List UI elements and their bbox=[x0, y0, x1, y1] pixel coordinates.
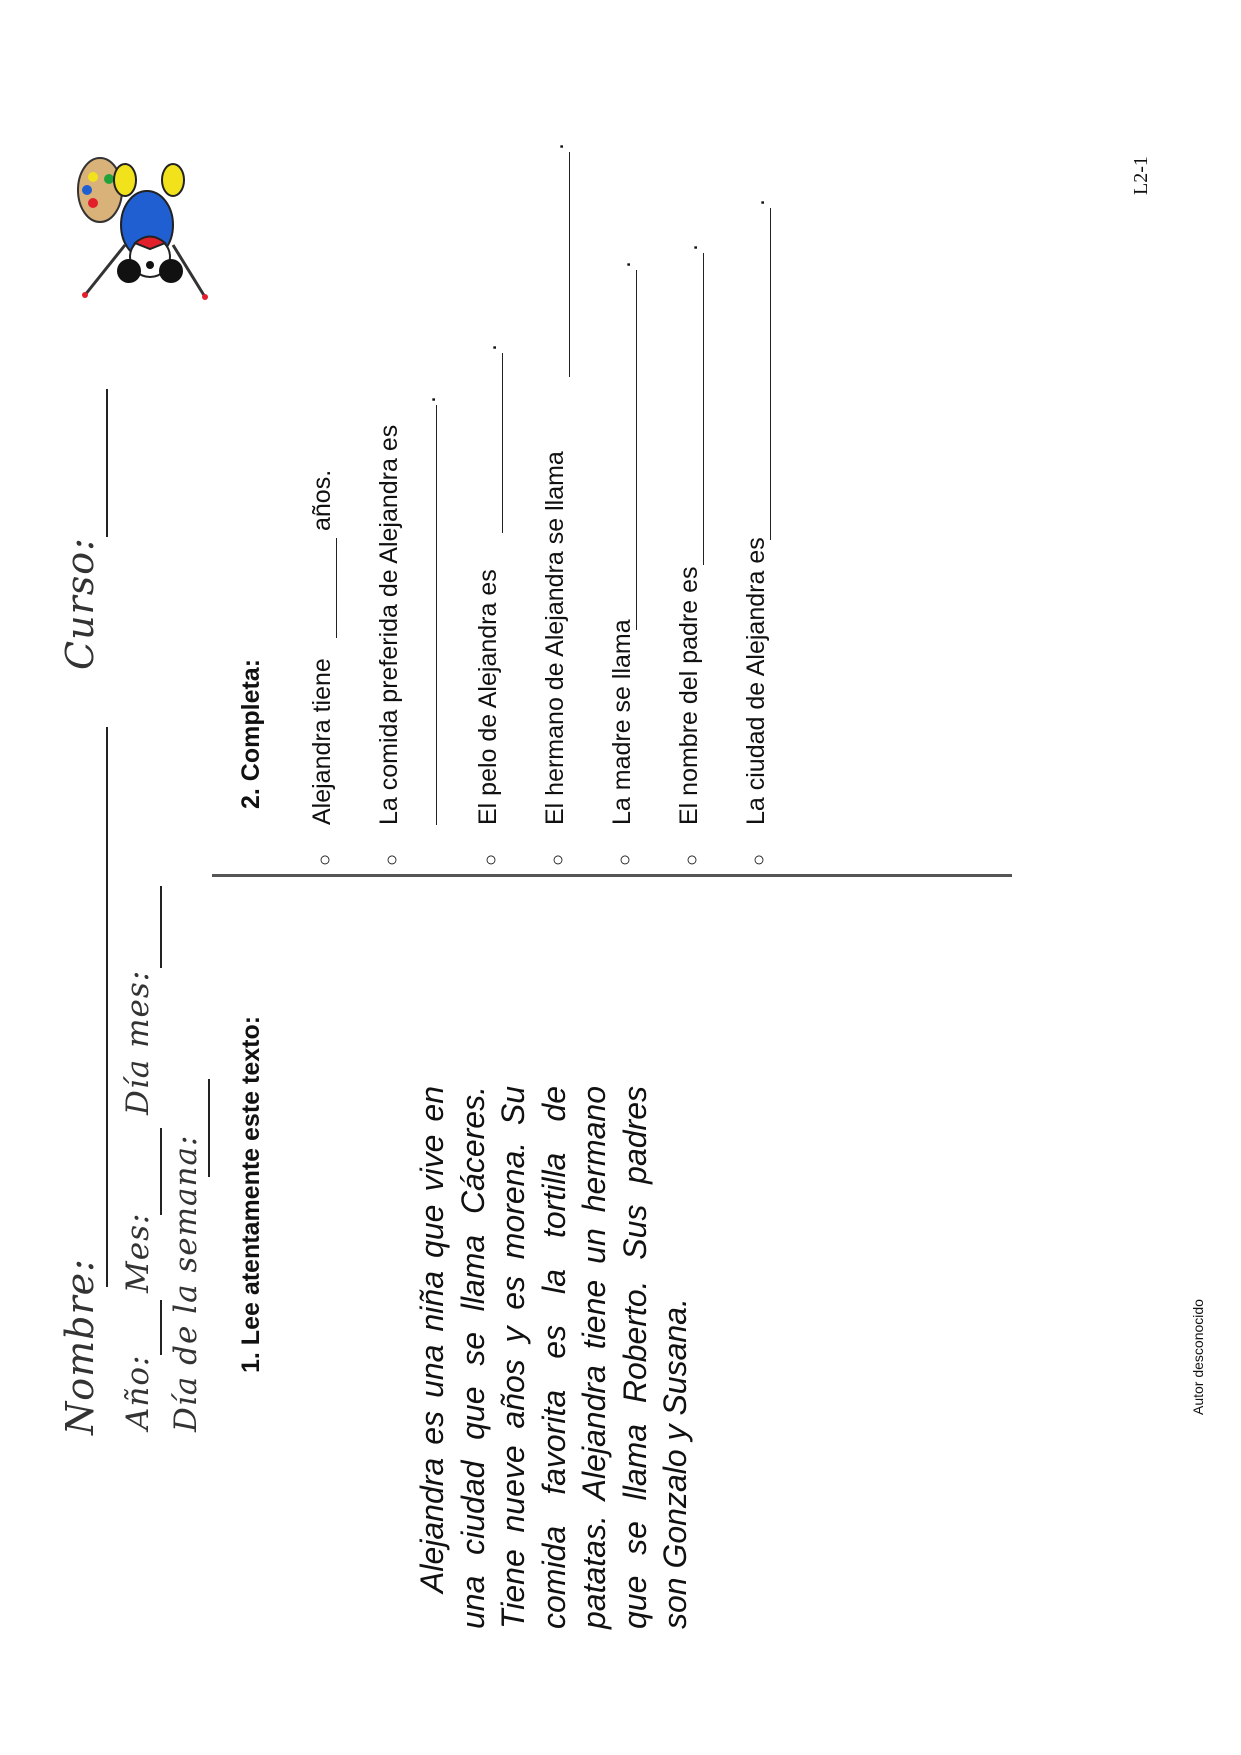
fill-item-blank[interactable] bbox=[703, 253, 704, 565]
course-label: Curso: bbox=[58, 537, 102, 670]
painter-mouse-icon bbox=[55, 155, 220, 305]
month-label: Mes: bbox=[120, 1212, 156, 1293]
year-field[interactable] bbox=[160, 1300, 162, 1355]
circle-bullet-icon: ○ bbox=[748, 853, 770, 866]
fill-item-blank[interactable] bbox=[336, 538, 337, 638]
author-credit: Autor desconocido bbox=[1190, 1299, 1206, 1415]
day-month-label: Día mes: bbox=[120, 969, 156, 1115]
circle-bullet-icon: ○ bbox=[480, 853, 502, 866]
page-code: L2-1 bbox=[1130, 156, 1152, 195]
day-month-field[interactable] bbox=[160, 886, 162, 968]
weekday-label: Día de la semana: bbox=[168, 1134, 204, 1432]
fill-item-suffix: . bbox=[742, 199, 770, 206]
fill-item-text: La ciudad de Alejandra es bbox=[742, 537, 770, 825]
circle-bullet-icon: ○ bbox=[547, 853, 569, 866]
circle-bullet-icon: ○ bbox=[681, 853, 703, 866]
fill-item-suffix: . bbox=[474, 344, 502, 351]
name-field[interactable] bbox=[106, 727, 108, 1287]
fill-item-suffix: años. bbox=[308, 469, 336, 531]
circle-bullet-icon: ○ bbox=[314, 853, 336, 866]
fill-item-suffix: . bbox=[413, 396, 441, 403]
fill-item-blank[interactable] bbox=[569, 152, 570, 377]
circle-bullet-icon: ○ bbox=[614, 853, 636, 866]
course-field[interactable] bbox=[106, 389, 108, 537]
section2-title: 2. Completa: bbox=[237, 658, 265, 809]
fill-item-text: El pelo de Alejandra es bbox=[474, 569, 502, 825]
section1-title: 1. Lee atentamente este texto: bbox=[237, 1015, 265, 1373]
fill-item-text: Alejandra tiene bbox=[308, 658, 336, 825]
fill-item-blank[interactable] bbox=[436, 405, 437, 825]
fill-item-suffix: . bbox=[541, 143, 569, 150]
fill-item-suffix: . bbox=[675, 244, 703, 251]
column-divider bbox=[212, 874, 1012, 877]
fill-item-suffix: . bbox=[608, 261, 636, 268]
month-field[interactable] bbox=[160, 1128, 162, 1215]
fill-item-text: El nombre del padre es bbox=[675, 566, 703, 825]
weekday-field[interactable] bbox=[208, 1079, 210, 1177]
name-label: Nombre: bbox=[58, 1258, 102, 1435]
fill-item-blank[interactable] bbox=[502, 353, 503, 533]
fill-item-text: La comida preferida de Alejandra es bbox=[375, 424, 403, 825]
fill-item-blank[interactable] bbox=[636, 270, 637, 630]
circle-bullet-icon: ○ bbox=[381, 853, 403, 866]
fill-item-text: El hermano de Alejandra se llama bbox=[541, 451, 569, 825]
reading-text: Alejandra es una niña que vive en una ciudad que se llama Cáceres. Tiene nueve años y es morena. Su comida favorita es la tortilla de patatas. Alejandra tiene un hermano que se llama Roberto. Sus padres son Gonzalo y Susana. bbox=[414, 1086, 693, 1629]
year-label: Año: bbox=[120, 1354, 156, 1430]
fill-item-blank[interactable] bbox=[770, 208, 771, 540]
fill-item-text: La madre se llama bbox=[608, 619, 636, 825]
